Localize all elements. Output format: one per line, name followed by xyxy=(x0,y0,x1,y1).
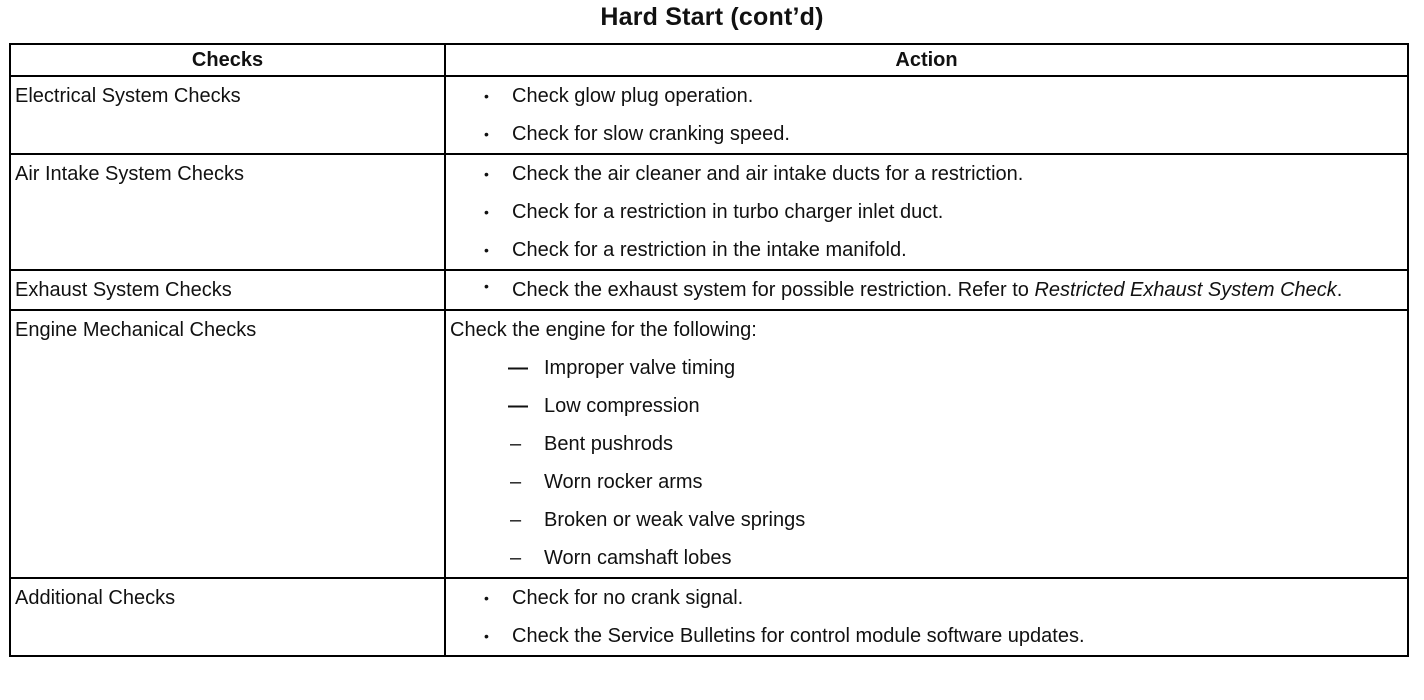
action-end: . xyxy=(1336,279,1343,301)
action-cell xyxy=(445,76,1408,154)
hard-start-table xyxy=(9,43,1409,657)
table-row xyxy=(10,270,1408,310)
inspection-item: – Worn rocker arms xyxy=(446,463,1407,501)
action-item: • Check for slow cranking speed. xyxy=(446,115,1407,153)
action-cell xyxy=(445,154,1408,270)
inspection-item: – Bent pushrods xyxy=(446,425,1407,463)
action-item: • Check for no crank signal. xyxy=(446,579,1407,617)
inspection-item: – Broken or weak valve springs xyxy=(446,501,1407,539)
table-row xyxy=(10,310,1408,578)
action-header: Action xyxy=(445,44,1408,76)
check-cell: Engine Mechanical Checks xyxy=(10,310,445,578)
table-header-row xyxy=(10,44,1408,76)
action-item: • Check the air cleaner and air intake ducts for a restriction. xyxy=(446,155,1407,193)
inspection-item: — Low compression xyxy=(446,387,1407,425)
table-row xyxy=(10,578,1408,656)
action-item xyxy=(446,271,1407,307)
reference-link[interactable]: Restricted Exhaust System Check xyxy=(1034,279,1337,301)
action-cell xyxy=(445,310,1408,578)
action-item: • Check the Service Bulletins for control module software updates. xyxy=(446,617,1407,655)
action-text: Check the exhaust system for possible restriction. Refer to xyxy=(512,279,1035,301)
action-intro: Check the engine for the following: xyxy=(450,319,757,341)
action-item: • Check for a restriction in turbo charger inlet duct. xyxy=(446,193,1407,231)
action-cell xyxy=(445,578,1408,656)
check-cell: Additional Checks xyxy=(10,578,445,656)
check-cell: Exhaust System Checks xyxy=(10,270,445,310)
page-title: Hard Start (cont’d) xyxy=(600,3,824,31)
action-item: • Check glow plug operation. xyxy=(446,77,1407,115)
checks-header: Checks xyxy=(10,44,445,76)
inspection-item: – Worn camshaft lobes xyxy=(446,539,1407,577)
action-cell xyxy=(445,270,1408,310)
table-row xyxy=(10,76,1408,154)
table-row xyxy=(10,154,1408,270)
check-cell: Air Intake System Checks xyxy=(10,154,445,270)
inspection-item: — Improper valve timing xyxy=(446,349,1407,387)
action-item: • Check for a restriction in the intake manifold. xyxy=(446,231,1407,269)
check-cell: Electrical System Checks xyxy=(10,76,445,154)
